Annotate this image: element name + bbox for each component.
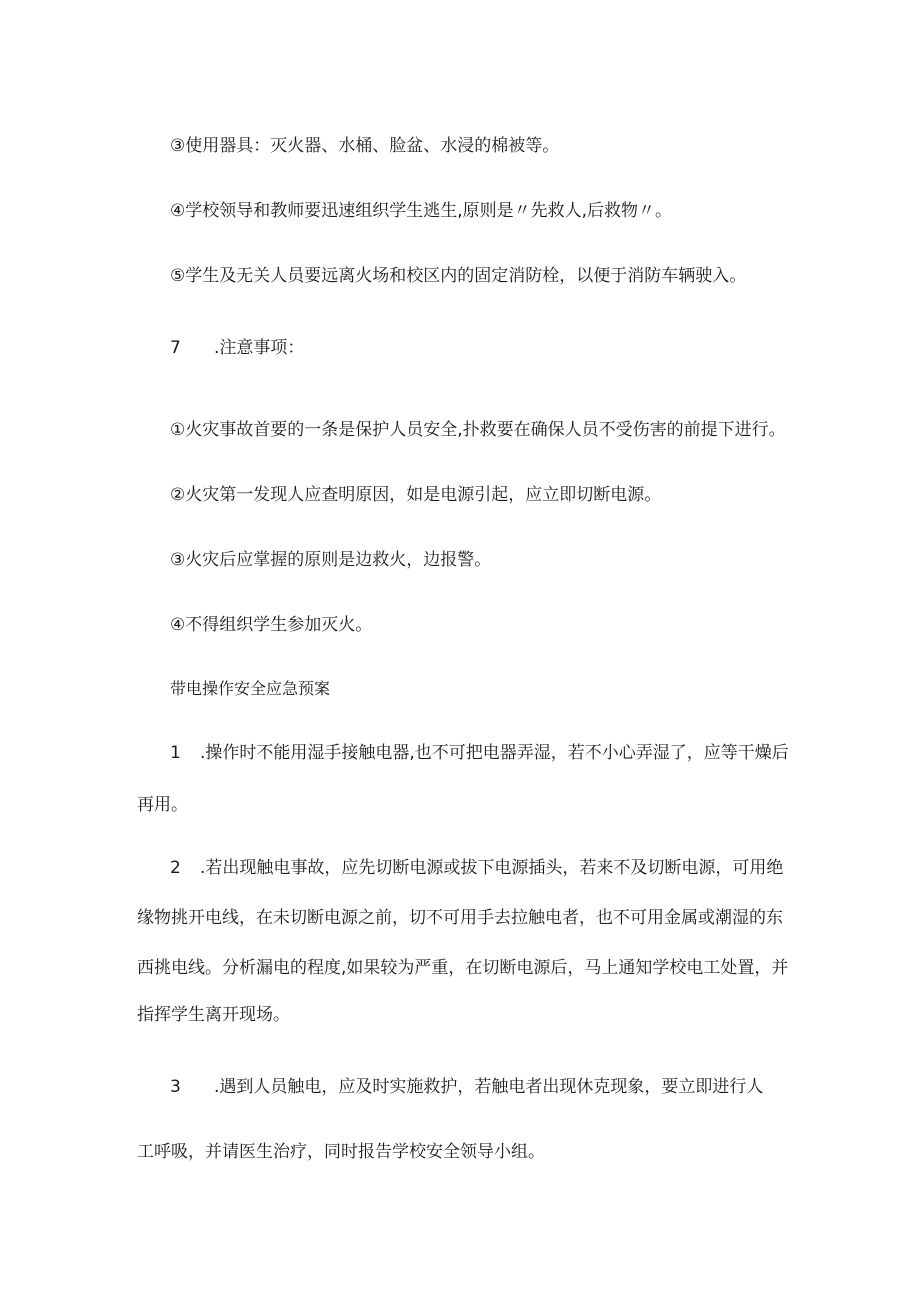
note-item-2: ②火灾第一发现人应查明原因，如是电源引起，应立即切断电源。 xyxy=(170,485,662,505)
note-item-1: ①火灾事故首要的一条是保护人员安全,扑救要在确保人员不受伤害的前提下进行。 xyxy=(170,420,786,440)
section-title: .注意事项： xyxy=(214,338,305,358)
note-item-3: ③火灾后应掌握的原则是边救火，边报警。 xyxy=(170,550,492,570)
section-heading: 带电操作安全应急预案 xyxy=(170,679,331,698)
item-2-line-4: 指挥学生离开现场。 xyxy=(137,1005,290,1025)
item-2-line-3: 西挑电线。分析漏电的程度,如果较为严重，在切断电源后，马上通知学校电工处置，并 xyxy=(137,958,789,978)
paragraph-evacuation-principle: ④学校领导和教师要迅速组织学生逃生,原则是〃先救人,后救物〃。 xyxy=(170,201,673,221)
item-number: 1 xyxy=(170,743,181,763)
item-1-line-2: 再用。 xyxy=(137,795,188,815)
item-text: .遇到人员触电，应及时实施救护，若触电者出现休克现象，要立即进行人 xyxy=(214,1077,764,1097)
paragraph-tools: ③使用器具：灭火器、水桶、脸盆、水浸的棉被等。 xyxy=(170,136,560,156)
item-2-line-2: 缘物挑开电线，在未切断电源之前，切不可用手去拉触电者，也不可用金属或潮湿的东 xyxy=(137,908,783,928)
paragraph-keep-away: ⑤学生及无关人员要远离火场和校区内的固定消防栓，以便于消防车辆驶入。 xyxy=(170,266,747,286)
item-3-line-2: 工呼吸，并请医生治疗，同时报告学校安全领导小组。 xyxy=(137,1142,545,1162)
item-number: 3 xyxy=(170,1077,181,1097)
item-text: .若出现触电事故，应先切断电源或拔下电源插头，若来不及切断电源，可用绝 xyxy=(200,858,784,878)
note-item-4: ④不得组织学生参加灭火。 xyxy=(170,615,373,635)
item-text: .操作时不能用湿手接触电器,也不可把电器弄湿，若不小心弄湿了，应等干燥后 xyxy=(200,743,789,763)
item-1-line-1 xyxy=(170,740,789,766)
item-2-line-1 xyxy=(170,855,783,881)
item-3-line-1 xyxy=(170,1074,763,1100)
section-number: 7 xyxy=(170,338,181,358)
section-7-heading xyxy=(170,335,304,361)
item-number: 2 xyxy=(170,858,181,878)
